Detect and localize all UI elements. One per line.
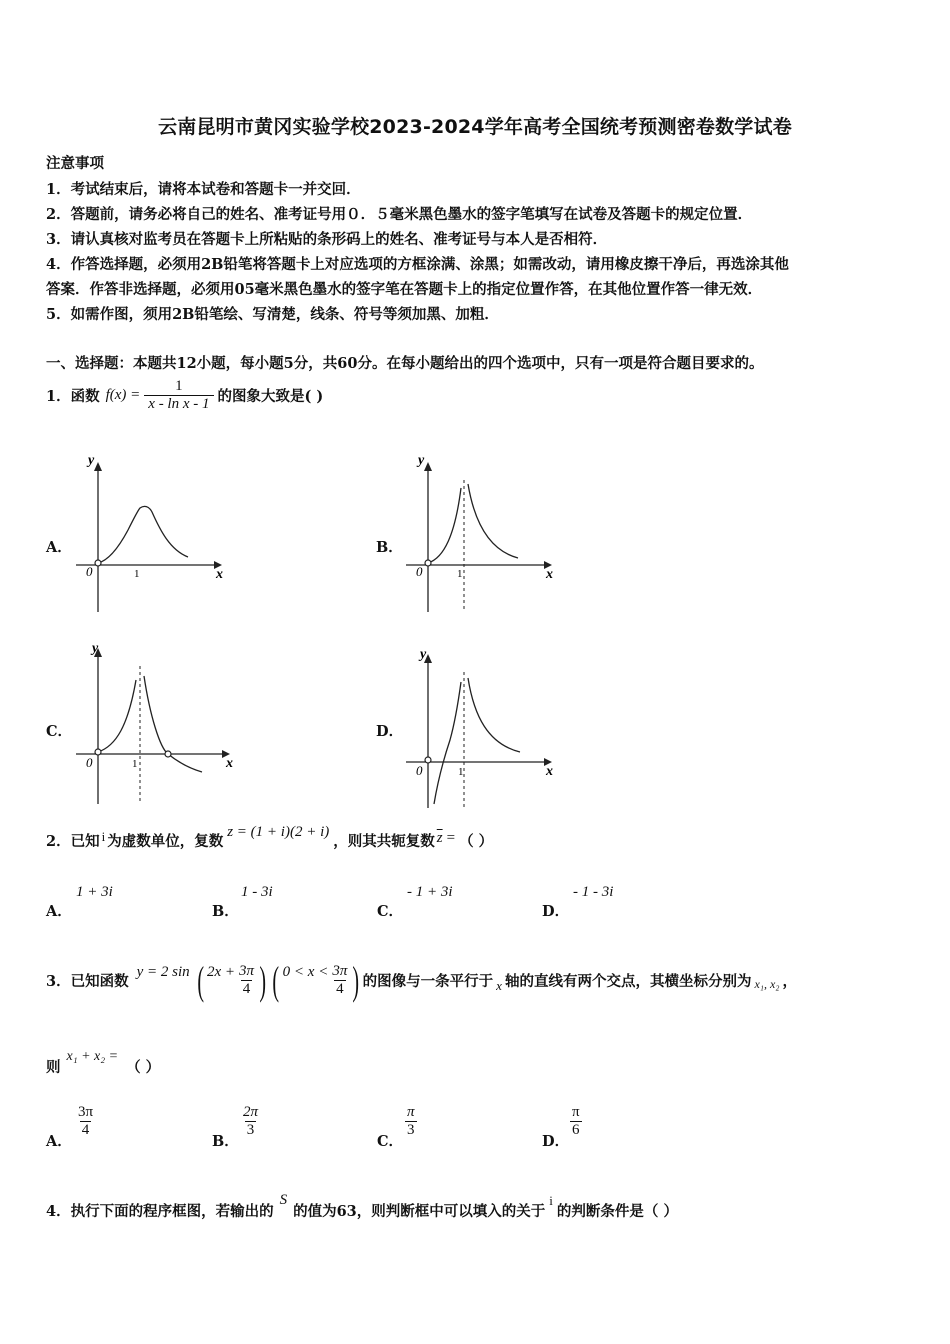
q3-option-c-den: 3 xyxy=(407,1122,415,1138)
x-label: x xyxy=(216,567,223,582)
q1-suffix: 的图象大致是( ) xyxy=(217,388,324,405)
y-label: y xyxy=(92,641,99,656)
q3-fraction xyxy=(237,963,256,998)
q2-option-d-value: - 1 - 3i xyxy=(573,884,614,900)
question-3-line2 xyxy=(46,1046,161,1076)
tick-1-label: 1 xyxy=(458,766,464,778)
question-1 xyxy=(46,378,323,413)
q2-prefix: 2．已知 xyxy=(46,833,100,850)
page-title: 云南昆明市黄冈实验学校2023-2024学年高考全国统考预测密卷数学试卷 xyxy=(158,116,792,138)
curve xyxy=(98,506,188,563)
q1-numerator: 1 xyxy=(175,378,183,394)
curve-left xyxy=(98,680,136,752)
x-label: x xyxy=(546,567,553,582)
note-item: 答案．作答非选择题，必须用05毫米黑色墨水的签字笔在答题卡上的指定位置作答，在其他位置作答一律无效． xyxy=(46,281,763,298)
q2-mid2: ，则其共轭复数 xyxy=(333,833,435,850)
section-heading: 一、选择题：本题共12小题，每小题5分，共60分。在每小题给出的四个选项中，只有一项是符合题目要求的。 xyxy=(46,355,764,372)
q1-option-c-label: C． xyxy=(46,723,73,740)
open-point xyxy=(165,751,171,757)
q4-s: S xyxy=(279,1192,288,1208)
q3-option-a-value xyxy=(76,1104,95,1139)
q3-mid2: 轴的直线有两个交点，其横坐标分别为 xyxy=(504,972,752,990)
q2-option-a-label: A． xyxy=(46,903,72,920)
q3-option-a-den: 4 xyxy=(81,1122,90,1138)
q3-prefix: 3．已知函数 xyxy=(46,972,129,990)
q2-zbar: $\overline{z}$ xyxy=(436,830,443,846)
origin-label: 0 xyxy=(86,755,93,770)
note-item: 1．考试结束后，请将本试卷和答题卡一并交回． xyxy=(46,181,361,198)
y-axis-arrow xyxy=(424,462,432,471)
q3-sum: x₁ + x₂ = xyxy=(66,1048,119,1064)
q3-option-c-num: π xyxy=(407,1104,415,1120)
q3-suffix: （ ） xyxy=(126,1059,161,1076)
q3-frac-den: 4 xyxy=(242,980,251,997)
q3-condition: 0 < x < xyxy=(282,963,329,980)
q4-prefix: 4．执行下面的程序框图，若输出的 xyxy=(46,1203,274,1220)
q2-suffix: （ ） xyxy=(459,833,494,850)
q1-graph-a xyxy=(70,450,230,618)
open-point xyxy=(95,749,101,755)
q4-mid: 的值为63，则判断框中可以填入的关于 xyxy=(293,1203,546,1220)
curve-left xyxy=(428,488,461,563)
note-item: 2．答题前，请务必将自己的姓名、准考证号用０．５毫米黑色墨水的签字笔填写在试卷及答题卡的规定位置． xyxy=(46,206,753,223)
q3-expr1: y = 2 sin xyxy=(136,963,190,980)
q3-line2-prefix: 则 xyxy=(46,1059,61,1076)
tick-1-label: 1 xyxy=(457,568,463,580)
q3-paren-close: ) xyxy=(259,957,267,1003)
q3-option-c-label: C． xyxy=(377,1133,404,1150)
q1-option-d-label: D． xyxy=(376,723,404,740)
q3-mid: 的图像与一条平行于 xyxy=(362,972,494,990)
question-3 xyxy=(46,948,797,1012)
q3-comma: ， xyxy=(782,972,797,990)
q1-prefix: 1．函数 xyxy=(46,388,100,405)
question-4 xyxy=(46,1192,678,1220)
q3-option-d-value xyxy=(570,1104,582,1139)
q3-cond-num: 3π xyxy=(332,962,348,979)
q3-option-b-num: 2π xyxy=(243,1104,259,1120)
q2-option-c-value: - 1 + 3i xyxy=(407,884,453,900)
q3-frac-num: 3π xyxy=(239,962,255,979)
q3-cond-fraction xyxy=(330,963,349,998)
curve-left xyxy=(434,682,461,804)
q3-option-a-label: A． xyxy=(46,1133,72,1150)
curve-right xyxy=(468,678,520,752)
q1-graph-d xyxy=(400,640,560,812)
origin-label: 0 xyxy=(86,564,93,579)
notes-heading: 注意事项 xyxy=(46,155,104,172)
q3-expr2: 2x + xyxy=(206,963,235,980)
q1-option-a-label: A． xyxy=(46,539,72,556)
note-item: 5．如需作图，须用2B铅笔绘、写清楚，线条、符号等须加黑、加粗． xyxy=(46,306,499,323)
y-label: y xyxy=(418,453,425,468)
q1-fraction xyxy=(144,378,213,413)
y-label: y xyxy=(420,647,427,662)
curve-right xyxy=(468,484,518,558)
note-item: 4．作答选择题，必须用2B铅笔将答题卡上对应选项的方框涂满、涂黑；如需改动，请用橡皮擦干净后，再选涂其他 xyxy=(46,256,789,273)
q3-option-d-label: D． xyxy=(542,1133,570,1150)
origin-label: 0 xyxy=(416,564,423,579)
q3-option-d-den: 6 xyxy=(572,1122,580,1138)
q2-equals: = xyxy=(446,830,456,846)
note-item: 3．请认真核对监考员在答题卡上所粘贴的条形码上的姓名、准考证号与本人是否相符． xyxy=(46,231,608,248)
q4-i: i xyxy=(549,1192,553,1208)
q3-paren-open: ( xyxy=(196,957,204,1003)
q1-function-lhs: f(x) = xyxy=(105,387,141,403)
x-label: x xyxy=(226,756,233,771)
q2-option-b-value: 1 - 3i xyxy=(241,884,273,900)
q2-option-c-label: C． xyxy=(377,903,404,920)
q2-option-a-value: 1 + 3i xyxy=(76,884,113,900)
open-point xyxy=(425,560,431,566)
q2-option-b-label: B． xyxy=(212,903,239,920)
open-point xyxy=(425,757,431,763)
tick-1-label: 1 xyxy=(132,758,138,770)
tick-1-label: 1 xyxy=(134,568,140,580)
q3-option-b-den: 3 xyxy=(246,1122,255,1138)
q2-i: i xyxy=(101,828,106,844)
open-point xyxy=(95,560,101,566)
q3-x: x xyxy=(496,978,502,993)
q1-denominator: x - ln x - 1 xyxy=(144,395,213,413)
origin-label: 0 xyxy=(416,763,423,778)
q3-option-b-value xyxy=(241,1104,260,1139)
q2-z-expression: z = (1 + i)(2 + i) xyxy=(227,824,330,840)
q3-cond-open: ( xyxy=(272,957,280,1003)
q3-cond-den: 4 xyxy=(336,980,344,997)
q2-option-d-label: D． xyxy=(542,903,570,920)
y-label: y xyxy=(88,453,95,468)
curve-right xyxy=(144,676,202,772)
q3-option-d-num: π xyxy=(572,1104,580,1120)
q2-mid: 为虚数单位，复数 xyxy=(107,833,224,850)
question-2 xyxy=(46,824,494,851)
q3-option-b-label: B． xyxy=(212,1133,239,1150)
x-label: x xyxy=(546,764,553,779)
q3-option-a-num: 3π xyxy=(78,1104,94,1120)
q3-vars: x₁, x₂ xyxy=(754,976,780,991)
q3-cond-close: ) xyxy=(352,957,360,1003)
q1-graph-b xyxy=(400,450,560,618)
y-axis-arrow xyxy=(94,462,102,471)
q1-graph-c xyxy=(70,636,240,808)
q4-suffix: 的判断条件是（ ） xyxy=(556,1203,678,1220)
q3-option-c-value xyxy=(405,1104,417,1139)
q1-option-b-label: B． xyxy=(376,539,403,556)
